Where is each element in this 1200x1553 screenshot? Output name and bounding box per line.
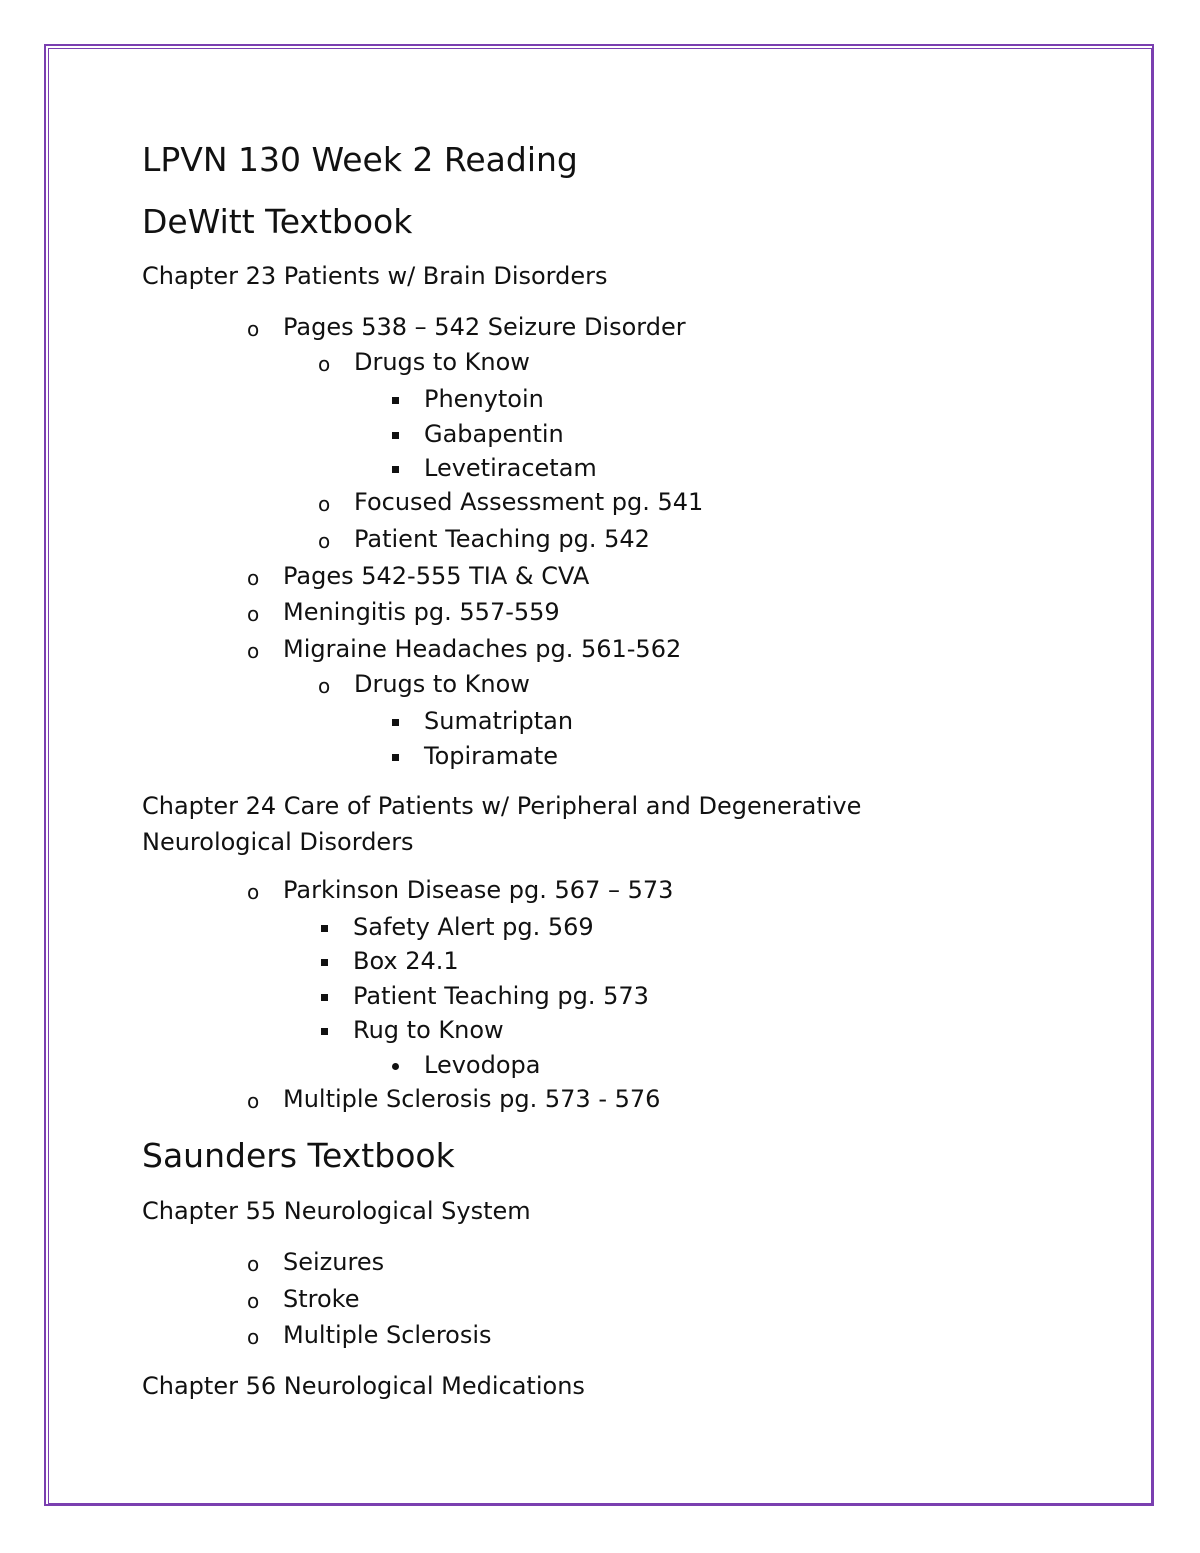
square-bullet bbox=[392, 432, 399, 439]
square-bullet bbox=[392, 719, 399, 726]
section-heading-dewitt: DeWitt Textbook bbox=[142, 202, 413, 241]
chapter-56-title: Chapter 56 Neurological Medications bbox=[142, 1372, 585, 1400]
hollow-bullet: o bbox=[318, 492, 331, 516]
hollow-bullet: o bbox=[247, 1089, 260, 1113]
hollow-bullet: o bbox=[247, 602, 260, 626]
hollow-bullet: o bbox=[247, 317, 260, 341]
list-item: Migraine Headaches pg. 561-562 bbox=[283, 635, 682, 663]
square-bullet bbox=[321, 959, 328, 966]
square-bullet bbox=[392, 754, 399, 761]
list-item: Drugs to Know bbox=[354, 348, 530, 376]
list-item: Safety Alert pg. 569 bbox=[353, 913, 594, 941]
list-item: Pages 542-555 TIA & CVA bbox=[283, 562, 590, 590]
list-item: Stroke bbox=[283, 1285, 360, 1313]
hollow-bullet: o bbox=[247, 639, 260, 663]
list-item: Pages 538 – 542 Seizure Disorder bbox=[283, 313, 686, 341]
chapter-23-title: Chapter 23 Patients w/ Brain Disorders bbox=[142, 262, 608, 290]
hollow-bullet: o bbox=[247, 1252, 260, 1276]
hollow-bullet: o bbox=[247, 880, 260, 904]
list-item: Levetiracetam bbox=[424, 454, 597, 482]
list-item: Phenytoin bbox=[424, 385, 544, 413]
list-item: Levodopa bbox=[424, 1051, 541, 1079]
list-item: Rug to Know bbox=[353, 1016, 504, 1044]
hollow-bullet: o bbox=[318, 352, 331, 376]
list-item: Topiramate bbox=[424, 742, 559, 770]
square-bullet bbox=[321, 1028, 328, 1035]
square-bullet bbox=[392, 397, 399, 404]
round-bullet bbox=[392, 1063, 399, 1070]
chapter-24-title-line2: Neurological Disorders bbox=[142, 828, 414, 856]
list-item: Seizures bbox=[283, 1248, 385, 1276]
square-bullet bbox=[321, 994, 328, 1001]
list-item: Patient Teaching pg. 542 bbox=[354, 525, 650, 553]
document-title: LPVN 130 Week 2 Reading bbox=[142, 140, 578, 179]
hollow-bullet: o bbox=[318, 529, 331, 553]
list-item: Parkinson Disease pg. 567 – 573 bbox=[283, 876, 674, 904]
list-item: Gabapentin bbox=[424, 420, 564, 448]
hollow-bullet: o bbox=[247, 566, 260, 590]
square-bullet bbox=[392, 466, 399, 473]
chapter-55-title: Chapter 55 Neurological System bbox=[142, 1197, 531, 1225]
list-item: Multiple Sclerosis bbox=[283, 1321, 492, 1349]
hollow-bullet: o bbox=[318, 674, 331, 698]
list-item: Focused Assessment pg. 541 bbox=[354, 488, 704, 516]
list-item: Multiple Sclerosis pg. 573 - 576 bbox=[283, 1085, 661, 1113]
hollow-bullet: o bbox=[247, 1289, 260, 1313]
list-item: Drugs to Know bbox=[354, 670, 530, 698]
hollow-bullet: o bbox=[247, 1325, 260, 1349]
list-item: Meningitis pg. 557-559 bbox=[283, 598, 560, 626]
section-heading-saunders: Saunders Textbook bbox=[142, 1136, 455, 1175]
list-item: Box 24.1 bbox=[353, 947, 459, 975]
chapter-24-title-line1: Chapter 24 Care of Patients w/ Peripheral and Degenerative bbox=[142, 792, 862, 820]
square-bullet bbox=[321, 925, 328, 932]
list-item: Patient Teaching pg. 573 bbox=[353, 982, 649, 1010]
list-item: Sumatriptan bbox=[424, 707, 574, 735]
